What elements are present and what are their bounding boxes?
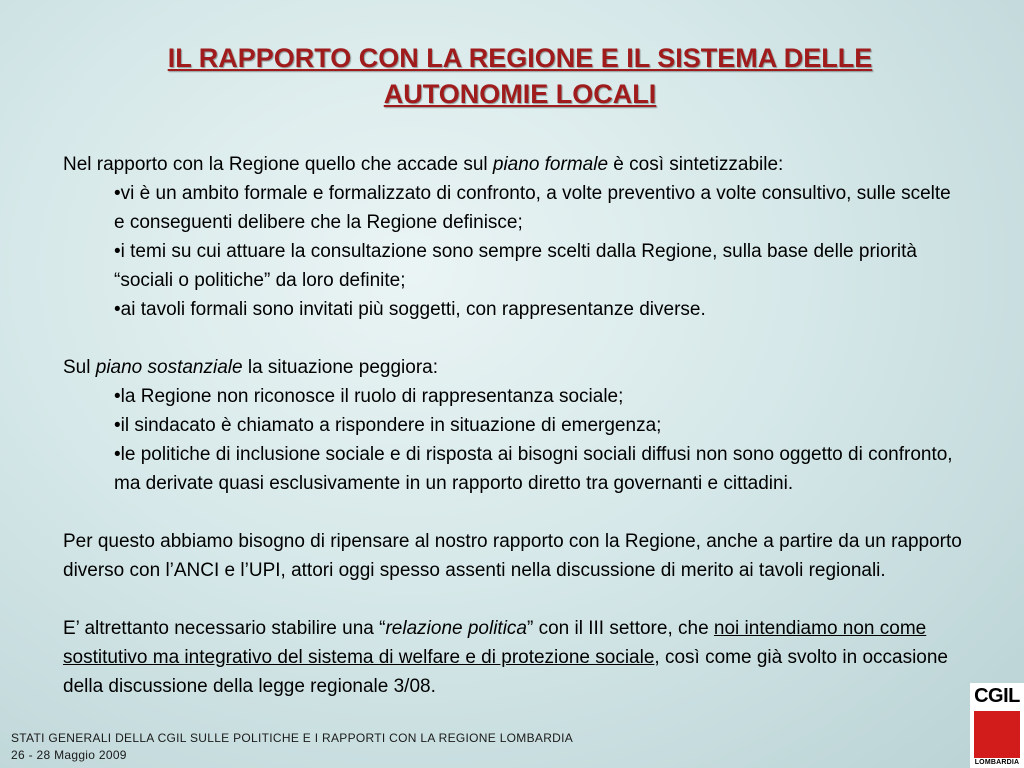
- section4-paragraph: [63, 614, 963, 701]
- slide-footer: [11, 730, 573, 764]
- cgil-logo-red-block: [974, 711, 1020, 758]
- slide-title-line2: AUTONOMIE LOCALI: [383, 79, 657, 109]
- section1-intro-emphasis: piano formale: [492, 154, 609, 175]
- section2-intro-text-end: la situazione peggiora:: [242, 357, 438, 378]
- cgil-logo-subtext: LOMBARDIA: [974, 759, 1020, 766]
- section1-bullet-2: •i temi su cui attuare la consultazione sono sempre scelti dalla Regione, sulla base delle priorità “sociali o politiche” da loro definite;: [114, 241, 917, 291]
- slide-body: [63, 150, 963, 701]
- section2-intro: [63, 353, 963, 382]
- section2-intro-text: Sul: [63, 357, 96, 378]
- section2-intro-emphasis: piano sostanziale: [95, 357, 243, 378]
- section1-bullet-1: •vi è un ambito formale e formalizzato di confronto, a volte preventivo a volte consultivo, sulle scelte e conseguenti delibere che la Regione definisce;: [114, 183, 951, 233]
- section1-intro-text: Nel rapporto con la Regione quello che accade sul: [63, 154, 493, 175]
- section2-bullet-2: •il sindacato è chiamato a rispondere in situazione di emergenza;: [114, 415, 662, 436]
- slide-title: [60, 40, 980, 112]
- section1-bullet-3: •ai tavoli formali sono invitati più soggetti, con rappresentanze diverse.: [114, 299, 706, 320]
- section2-bullet-1: •la Regione non riconosce il ruolo di rappresentanza sociale;: [114, 386, 624, 407]
- section1-intro-text-end: è così sintetizzabile:: [608, 154, 784, 175]
- section4-emphasis: relazione politica: [385, 618, 527, 639]
- footer-date: 26 - 28 Maggio 2009: [11, 748, 127, 762]
- slide-title-line1: IL RAPPORTO CON LA REGIONE E IL SISTEMA DELLE: [167, 43, 873, 73]
- cgil-logo-text: CGIL: [974, 685, 1020, 707]
- section4-text-end: , così come già svolto in occasione della discussione della legge regionale 3/08.: [63, 647, 948, 697]
- section4-underlined: noi intendiamo non come sostitutivo ma integrativo del sistema di welfare e di protezione sociale: [63, 618, 927, 668]
- section3-paragraph: Per questo abbiamo bisogno di ripensare al nostro rapporto con la Regione, anche a partire da un rapporto diverso con l’ANCI e l’UPI, attori oggi spesso assenti nella discussione di merito ai tavoli regionali.: [63, 531, 962, 581]
- section1-intro: [63, 150, 963, 179]
- cgil-logo: [970, 683, 1024, 768]
- section4-text-mid: ” con il III settore, che: [527, 618, 714, 639]
- section2-bullet-3: •le politiche di inclusione sociale e di risposta ai bisogni sociali diffusi non sono oggetto di confronto, ma derivate quasi esclusivamente in un rapporto diretto tra governanti e cittadini.: [114, 444, 953, 494]
- footer-event-title: STATI GENERALI DELLA CGIL SULLE POLITICHE E I RAPPORTI CON LA REGIONE LOMBARDIA: [11, 731, 574, 745]
- section4-text: E’ altrettanto necessario stabilire una “: [63, 618, 386, 639]
